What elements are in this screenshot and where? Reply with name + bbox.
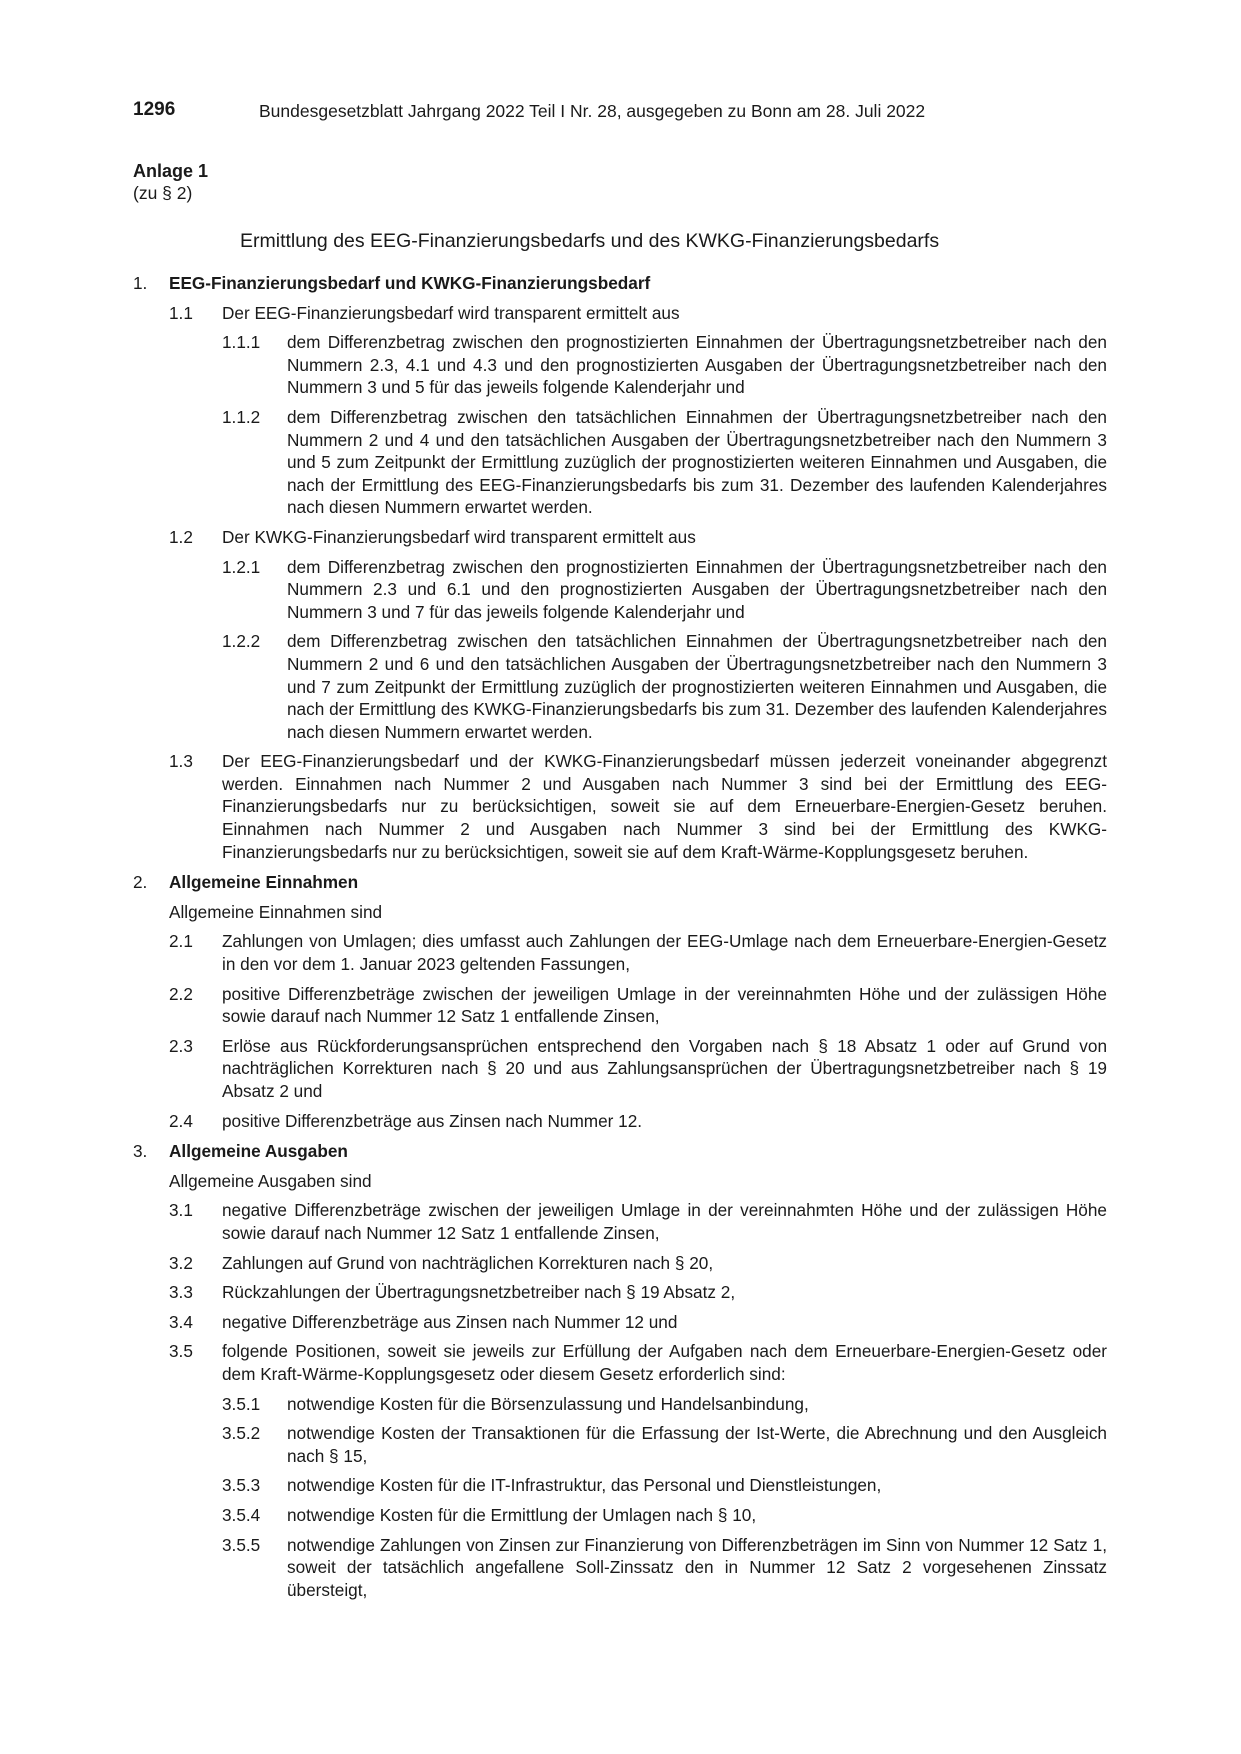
item-text: Rückzahlungen der Übertragungsnetzbetreiber nach § 19 Absatz 2, xyxy=(222,1282,736,1303)
sub-item-text: dem Differenzbetrag zwischen den prognostizierten Einnahmen der Übertragungsnetzbetreiber nach den Nummern 2.3, 4.1 und 4.3 und den prognostizierten Ausgaben der Übertragungsnetzbetreiber nach den Nummern 3 und 5 für das jeweils folgende Kalenderjahr und xyxy=(287,332,1107,398)
list-item xyxy=(0,1199,1241,1244)
section-number: 1. xyxy=(133,273,148,293)
sub-item-number: 3.5.1 xyxy=(222,1393,261,1414)
sub-item-text: dem Differenzbetrag zwischen den tatsächlichen Einnahmen der Übertragungsnetzbetreiber nach den Nummern 2 und 4 und den tatsächlichen Ausgaben der Übertragungsnetzbetreiber nach den Nummern 3 und 5 zum Zeitpunkt der Ermittlung zuzüglich der prognostizierten weiteren Einnahmen und Ausgaben, die nach der Ermittlung des EEG-Finanzierungsbedarfs bis zum 31. Dezember des laufenden Kalenderjahres nach diesen Nummern erwartet werden. xyxy=(287,406,1107,518)
section-number: 2. xyxy=(133,872,148,893)
item-text: negative Differenzbeträge zwischen der jeweiligen Umlage in der vereinnahmten Höhe und der zulässigen Höhe sowie darauf nach Nummer 12 Satz 1 entfallende Zinsen, xyxy=(222,1200,1107,1243)
sub-item-number: 1.2.2 xyxy=(222,631,261,652)
item-number: 2.1 xyxy=(169,931,193,952)
sub-list-item xyxy=(0,1393,1241,1416)
list-item xyxy=(0,1035,1241,1103)
item-number: 1.2 xyxy=(169,526,193,547)
list-item xyxy=(0,1110,1241,1133)
item-text: positive Differenzbeträge aus Zinsen nach Nummer 12. xyxy=(222,1110,643,1131)
list-item xyxy=(0,930,1241,975)
section-title: Allgemeine Einnahmen xyxy=(169,872,359,893)
section-heading xyxy=(0,871,1241,894)
sub-list-item xyxy=(0,1474,1241,1497)
item-number: 3.1 xyxy=(169,1200,193,1221)
item-text: Erlöse aus Rückforderungsansprüchen entsprechend den Vorgaben nach § 18 Absatz 1 oder auf Grund von nachträglichen Korrekturen nach § 20 und aus Zahlungsansprüchen der Übertragungsnetzbetreiber nach § 19 Absatz 2 und xyxy=(222,1035,1107,1101)
sub-list-item xyxy=(0,1534,1241,1602)
list-item xyxy=(0,1281,1241,1304)
item-number: 2.3 xyxy=(169,1035,193,1056)
item-text: Zahlungen von Umlagen; dies umfasst auch Zahlungen der EEG-Umlage nach dem Erneuerbare-Energien-Gesetz in den vor dem 1. Januar 2023 geltenden Fassungen, xyxy=(222,931,1107,975)
section-title: EEG-Finanzierungsbedarf und KWKG-Finanzierungsbedarf xyxy=(169,273,651,293)
item-text: Der KWKG-Finanzierungsbedarf wird transparent ermittelt aus xyxy=(222,526,696,547)
sub-item-number: 1.2.1 xyxy=(222,556,261,577)
running-head: Bundesgesetzblatt Jahrgang 2022 Teil I Nr. 28, ausgegeben zu Bonn am 28. Juli 2022 xyxy=(259,101,926,121)
page-number: 1296 xyxy=(133,99,176,120)
sub-item-text: notwendige Zahlungen von Zinsen zur Finanzierung von Differenzbeträgen im Sinn von Nummer 12 Satz 1, soweit der tatsächlich angefallene Soll-Zinssatz den in Nummer 12 Satz 2 vorgesehenen Zinssatz übersteigt, xyxy=(287,1534,1107,1600)
item-text: Der EEG-Finanzierungsbedarf wird transparent ermittelt aus xyxy=(222,302,680,323)
list-item xyxy=(0,983,1241,1028)
sub-list-item xyxy=(0,556,1241,624)
sub-item-text: dem Differenzbetrag zwischen den tatsächlichen Einnahmen der Übertragungsnetzbetreiber nach den Nummern 2 und 6 und den tatsächlichen Ausgaben der Übertragungsnetzbetreiber nach den Nummern 3 und 7 zum Zeitpunkt der Ermittlung zuzüglich der prognostizierten weiteren Einnahmen und Ausgaben, die nach der Ermittlung des KWKG-Finanzierungsbedarfs bis zum 31. Dezember des laufenden Kalenderjahres nach diesen Nummern erwartet werden. xyxy=(287,631,1107,742)
item-number: 3.5 xyxy=(169,1341,193,1362)
item-number: 1.1 xyxy=(169,302,193,323)
list-item xyxy=(0,1340,1241,1385)
sub-list-item xyxy=(0,1504,1241,1527)
sub-item-number: 1.1.1 xyxy=(222,332,261,353)
sub-list-item xyxy=(0,331,1241,399)
item-text: negative Differenzbeträge aus Zinsen nach Nummer 12 und xyxy=(222,1311,678,1332)
list-item xyxy=(0,750,1241,863)
list-item xyxy=(0,1311,1241,1334)
sub-item-number: 3.5.2 xyxy=(222,1423,261,1444)
section-title: Allgemeine Ausgaben xyxy=(169,1141,348,1162)
item-number: 2.4 xyxy=(169,1110,193,1131)
item-text: Zahlungen auf Grund von nachträglichen Korrekturen nach § 20, xyxy=(222,1252,714,1273)
list-item xyxy=(0,1252,1241,1275)
item-number: 2.2 xyxy=(169,983,193,1004)
sub-item-text: notwendige Kosten für die IT-Infrastruktur, das Personal und Dienstleistungen, xyxy=(287,1475,882,1496)
list-item xyxy=(0,526,1241,549)
item-number: 1.3 xyxy=(169,751,193,772)
sub-item-text: notwendige Kosten der Transaktionen für die Erfassung der Ist-Werte, die Abrechnung und den Ausgleich nach § 15, xyxy=(287,1423,1107,1466)
document-body xyxy=(0,264,1241,1601)
list-item xyxy=(0,302,1241,325)
sub-item-text: notwendige Kosten für die Ermittlung der Umlagen nach § 10, xyxy=(287,1504,757,1525)
item-number: 3.2 xyxy=(169,1252,193,1273)
sub-item-number: 3.5.5 xyxy=(222,1534,261,1555)
section-intro: Allgemeine Einnahmen sind xyxy=(169,901,383,922)
item-text: folgende Positionen, soweit sie jeweils zur Erfüllung der Aufgaben nach dem Erneuerbare-Energien-Gesetz oder dem Kraft-Wärme-Kopplungsgesetz oder diesem Gesetz erforderlich sind: xyxy=(222,1341,1107,1384)
item-number: 3.4 xyxy=(169,1311,193,1332)
item-number: 3.3 xyxy=(169,1282,193,1303)
section-heading xyxy=(0,272,1241,295)
item-text: Der EEG-Finanzierungsbedarf und der KWKG-Finanzierungsbedarf müssen jederzeit voneinander abgegrenzt werden. Einnahmen nach Nummer 2 und Ausgaben nach Nummer 3 sind bei der Ermittlung des EEG-Finanzierungsbedarfs nur zu berücksichtigen, soweit sie auf dem Erneuerbare-Energien-Gesetz beruhen. Einnahmen nach Nummer 2 und Ausgaben nach Nummer 3 sind bei der Ermittlung des KWKG-Finanzierungsbedarfs nur zu berücksichtigen, soweit sie auf dem Kraft-Wärme-Kopplungsgesetz beruhen. xyxy=(222,751,1107,862)
section-number: 3. xyxy=(133,1141,148,1162)
sub-item-number: 3.5.3 xyxy=(222,1475,261,1496)
sub-list-item xyxy=(0,1422,1241,1467)
section-intro: Allgemeine Ausgaben sind xyxy=(169,1170,372,1191)
sub-item-text: notwendige Kosten für die Börsenzulassung und Handelsanbindung, xyxy=(287,1393,809,1414)
sub-item-number: 3.5.4 xyxy=(222,1504,261,1525)
item-text: positive Differenzbeträge zwischen der jeweiligen Umlage in der vereinnahmten Höhe und der zulässigen Höhe sowie darauf nach Nummer 12 Satz 1 entfallende Zinsen, xyxy=(222,983,1107,1027)
annex-reference: (zu § 2) xyxy=(133,183,193,203)
sub-item-number: 1.1.2 xyxy=(222,406,261,427)
sub-list-item xyxy=(0,630,1241,743)
document-title: Ermittlung des EEG-Finanzierungsbedarfs und des KWKG-Finanzierungsbedarfs xyxy=(240,230,940,252)
sub-list-item xyxy=(0,406,1241,519)
annex-title: Anlage 1 xyxy=(133,161,209,181)
section-heading xyxy=(0,1140,1241,1163)
sub-item-text: dem Differenzbetrag zwischen den prognostizierten Einnahmen der Übertragungsnetzbetreiber nach den Nummern 2.3 und 6.1 und den prognostizierten Ausgaben der Übertragungsnetzbetreiber nach den Nummern 3 und 7 für das jeweils folgende Kalenderjahr und xyxy=(287,556,1107,622)
